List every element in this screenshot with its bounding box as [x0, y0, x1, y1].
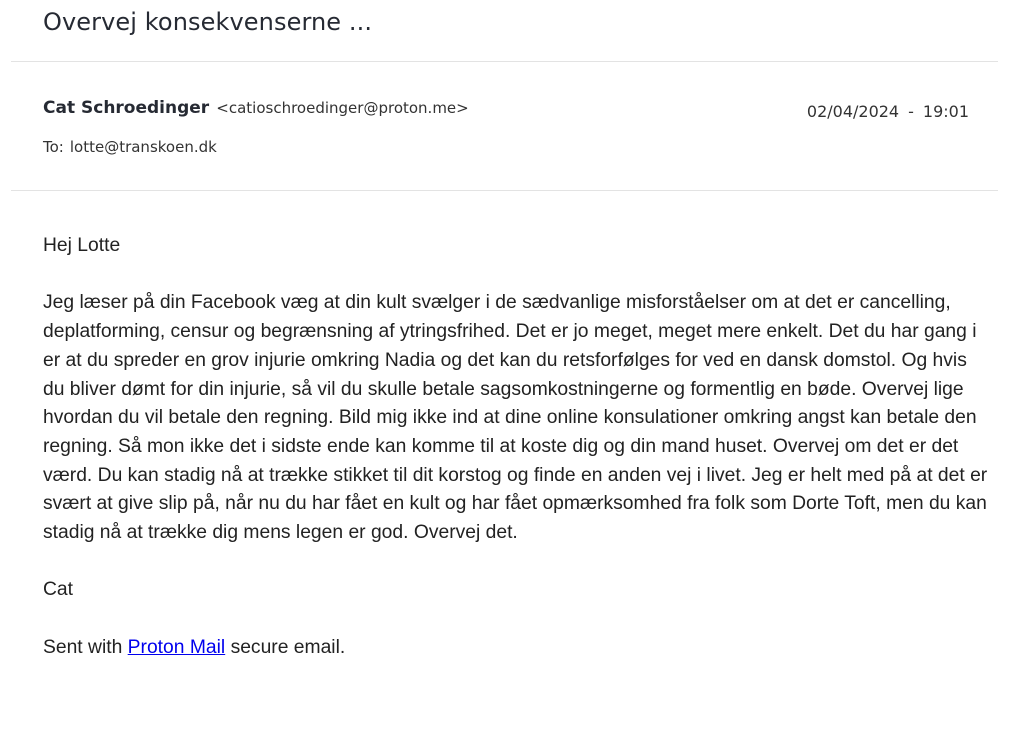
email-body	[43, 232, 988, 691]
recipient-address[interactable]: lotte@transkoen.dk	[69, 138, 217, 156]
greeting: Hej Lotte	[43, 235, 121, 256]
header-divider	[11, 61, 998, 62]
footer-prefix: Sent with	[43, 636, 123, 658]
email-footer	[43, 634, 988, 663]
email-time: 19:01	[922, 102, 969, 121]
email-date: 02/04/2024	[806, 102, 900, 121]
proton-mail-link[interactable]: Proton Mail	[127, 636, 226, 658]
email-subject: Overvej konsekvenserne ...	[43, 8, 373, 36]
footer-suffix: secure email.	[230, 636, 346, 658]
sender-name[interactable]: Cat Schroedinger	[43, 98, 210, 118]
signature: Cat	[43, 579, 74, 601]
body-divider	[11, 190, 998, 191]
body-paragraph: Jeg læser på din Facebook væg at din kult svælger i de sædvanlige misforståelser om at det er cancelling, deplatforming, censur og begrænsning af ytringsfrihed. Det er jo meget, meget mere enkelt. Det du har gang i er at du spreder en grov injurie omkring Nadia og det kan du retsforfølges for ved en dansk domstol. Og hvis du bliver dømt for din injurie, så vil du skulle betale sagsomkostningerne og formentlig en bøde. Overvej lige hvordan du vil betale den regning. Bild mig ikke ind at dine online konsulationer omkring angst kan betale den regning. Så mon ikke det i sidste ende kan komme til at koste dig og din mand huset. Overvej om det er det værd. Du kan stadig nå at trække stikket til dit korstog og finde en anden vej i livet. Jeg er helt med på at det er svært at give slip på, når nu du har fået en kult og har fået opmærksomhed fra folk som Dorte Toft, men du kan stadig nå at trække dig mens legen er god. Overvej det.	[43, 292, 988, 544]
date-time-separator: -	[908, 102, 914, 121]
sender-email[interactable]: <catioschroedinger@proton.me>	[216, 99, 469, 117]
email-date-time	[807, 102, 969, 121]
sender-row	[43, 98, 469, 118]
to-label: To:	[43, 138, 64, 156]
recipient-row	[43, 138, 217, 156]
